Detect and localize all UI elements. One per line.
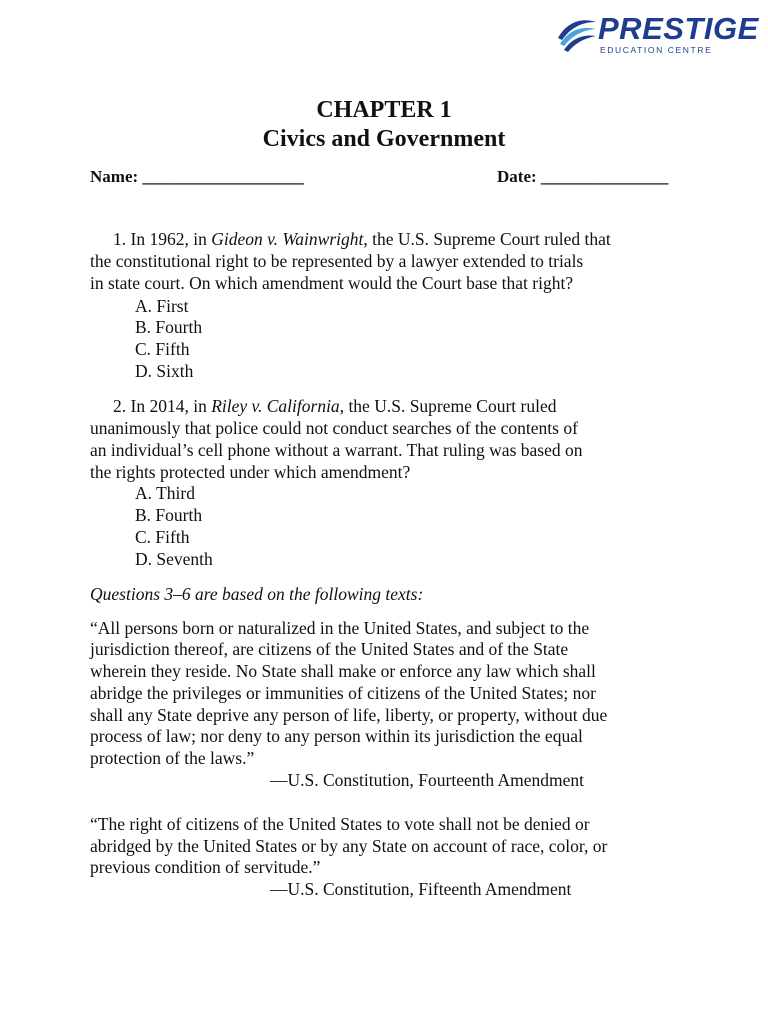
question-1-line-3: in state court. On which amendment would the Court base that right?: [90, 273, 574, 293]
question-2-line-4: the rights protected under which amendment?: [90, 462, 411, 482]
name-blank-line: ___________________: [142, 167, 304, 186]
quote-1-line: process of law; nor deny to any person within its jurisdiction the equal: [90, 726, 583, 746]
question-text: , the U.S. Supreme Court ruled: [339, 396, 557, 416]
quote-1-line: jurisdiction thereof, are citizens of the United States and of the State: [90, 639, 569, 659]
answer-option[interactable]: C. Fifth: [135, 339, 190, 359]
quote-2-line: “The right of citizens of the United States to vote shall not be denied or: [90, 814, 590, 834]
name-field[interactable]: [90, 166, 304, 188]
date-field[interactable]: [497, 166, 668, 188]
answer-option[interactable]: C. Fifth: [135, 527, 190, 547]
answer-option[interactable]: D. Sixth: [135, 361, 194, 381]
subject-title: Civics and Government: [262, 126, 506, 152]
answer-option[interactable]: A. First: [135, 296, 189, 316]
passage-intro: Questions 3–6 are based on the following texts:: [90, 584, 424, 604]
logo-brand-text: PRESTIGE: [598, 11, 759, 46]
name-label: Name:: [90, 167, 139, 186]
question-1-line-1: [113, 228, 611, 250]
quote-1-line: shall any State deprive any person of life, liberty, or property, without due: [90, 705, 608, 725]
question-text: In 2014, in: [130, 396, 212, 416]
quote-1-source: —U.S. Constitution, Fourteenth Amendment: [270, 770, 585, 790]
question-1-line-2: the constitutional right to be represented by a lawyer extended to trials: [90, 251, 584, 271]
question-text: , the U.S. Supreme Court ruled that: [363, 229, 611, 249]
quote-1-line: wherein they reside. No State shall make or enforce any law which shall: [90, 661, 596, 681]
question-text: In 1962, in: [130, 229, 212, 249]
case-name: Riley v. California: [211, 396, 340, 416]
question-number: 2.: [113, 396, 127, 416]
answer-option[interactable]: D. Seventh: [135, 549, 213, 569]
question-number: 1.: [113, 229, 127, 249]
quote-1-line: “All persons born or naturalized in the United States, and subject to the: [90, 618, 590, 638]
case-name: Gideon v. Wainwright: [211, 229, 364, 249]
date-label: Date:: [497, 167, 537, 186]
quote-2-line: abridged by the United States or by any State on account of race, color, or: [90, 836, 608, 856]
logo-subtitle: EDUCATION CENTRE: [600, 45, 713, 55]
quote-1-line: protection of the laws.”: [90, 748, 255, 768]
answer-option[interactable]: B. Fourth: [135, 505, 203, 525]
question-2-line-1: [113, 395, 556, 417]
answer-option[interactable]: B. Fourth: [135, 317, 203, 337]
quote-2-source: —U.S. Constitution, Fifteenth Amendment: [270, 879, 572, 899]
chapter-title: CHAPTER 1: [316, 97, 452, 123]
answer-option[interactable]: A. Third: [135, 483, 195, 503]
date-blank-line: _______________: [540, 167, 669, 186]
swoosh-logo-icon: [556, 12, 600, 56]
question-2-line-2: unanimously that police could not conduct searches of the contents of: [90, 418, 578, 438]
quote-1-line: abridge the privileges or immunities of citizens of the United States; nor: [90, 683, 596, 703]
prestige-logo: [556, 11, 759, 56]
question-2-line-3: an individual’s cell phone without a warrant. That ruling was based on: [90, 440, 583, 460]
quote-2-line: previous condition of servitude.”: [90, 857, 321, 877]
